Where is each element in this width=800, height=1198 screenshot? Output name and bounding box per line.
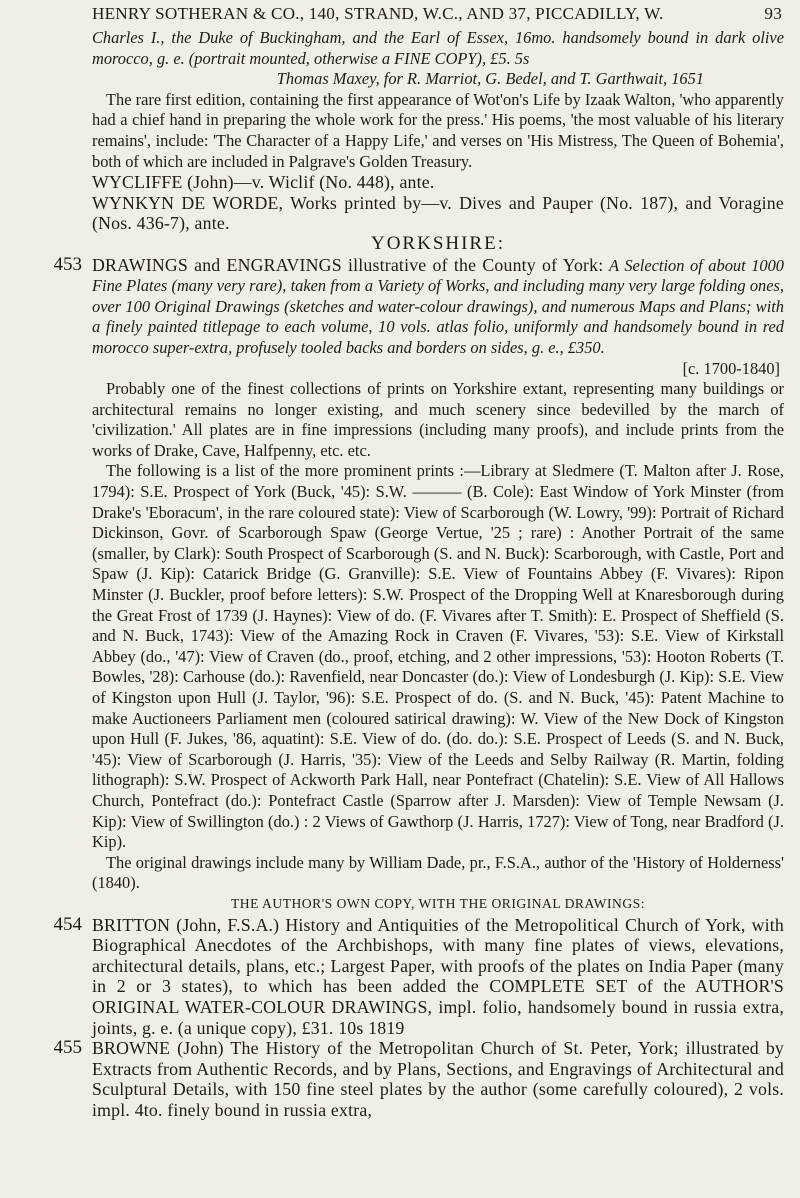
catalogue-body [53, 28, 785, 1120]
carryover-publisher: Thomas Maxey, for R. Marriot, G. Bedel, and T. Garthwait, 1651 [276, 69, 704, 89]
entry-note-1: Probably one of the finest collections of prints on Yorkshire extant, representing many buildings or architectural remains no longer existing, and much scenery since bedevilled by the march of 'civilization.' All plates are in fine impressions (including many proofs), and include prints from the works of Drake, Cave, Halfpenny, etc. etc. [92, 379, 784, 460]
entry-description: A Selection of about 1000 Fine Plates (many very rare), taken from a Variety of Works, and including many very large folding ones, over 100 Original Drawings (sketches and water-colour drawings), and numerous Maps and Plans; with a finely painted titlepage to each volume, 10 vols. atlas folio, uniformly and handsomely bound in red morocco super-extra, profusely tooled backs and borders on sides, g. e., £350. [92, 255, 785, 357]
entry-text: BROWNE (John) The History of the Metropolitan Church of St. Peter, York; illustrated by Extracts from Authentic Records, and by Plans, Sections, and Engravings of Architectural and Sculptural Details, with 150 fine steel plates by the author (some carefully coloured), 2 vols. impl. 4to. finely bound in russia extra, [92, 1038, 784, 1120]
entry-note-2: The following is a list of the more prominent prints :—Library at Sledmere (T. Malton after J. Rose, 1794): S.E. Prospect of York (Buck, '45): S.W. ——— (B. Cole): East Window of York Minster (from Drake's 'Eboracum', in the rare coloured state): View of Scarborough (W. Lowry, '99): Portrait of Richard Dickinson, Govr. of Scarborough Spaw (George Vertue, '25 ; rare) : Another Portrait of the same (smaller, by Clark): South Prospect of Scarborough (S. and N. Buck): Scarborough, with Castle, Port and Spaw (J. Kip): Catarick Bridge (G. Granville): S.E. View of Fountains Abbey (F. Vivares): Ripon Minster (J. Buckler, proof before letters): S.W. Prospect of the Dropping Well at Knaresborough during the Great Frost of 1739 (J. Haynes): View of do. (F. Vivares after T. Smith): E. Prospect of Sheffield (S. and N. Buck, 1743): View of the Amazing Rock in Craven (F. Vivares, '53): S.E. View of Kirkstall Abbey (do., '47): View of Craven (do., proof, etching, and 2 other impressions, '53): Hooton Roberts (T. Bowles, '28): Carhouse (do.): Ravenfield, near Doncaster (do.): View of Londesburgh (J. Kip): S.E. View of Kingston upon Hull (J. Taylor, '96): S.E. Prospect of do. (S. and N. Buck, '45): Patent Machine to make Auctioneers Parliament men (coloured satirical drawing): W. View of the New Dock of Kingston upon Hull (F. Jukes, '86, aquatint): S.E. View of do. (do. do.): S.E. Prospect of Leeds (S. and N. Buck, '45): View of Scarborough (J. Harris, '35): View of the Leeds and Selby Railway (R. Martin, folding lithograph): S.W. Prospect of Ackworth Park Hall, near Pontefract (Chatelin): S.E. View of All Hallows Church, Pontefract (do.): Pontefract Castle (Sparrow after J. Marsden): View of Temple Newsam (J. Kip): View of Swillington (do.) : 2 Views of Gawthorp (J. Harris, 1727): View of Tong, near Bradford (J. Kip). [92, 461, 784, 852]
entry-text: BRITTON (John, F.S.A.) History and Antiquities of the Metropolitical Church of York, with Biographical Anecdotes of the Archbishops, with many fine plates of views, elevations, architectural details, plans, etc.; Largest Paper, with proofs of the plates on India Paper (many in 2 or 3 states), to which has been added the COMPLETE SET of the AUTHOR'S ORIGINAL WATER-COLOUR DRAWINGS, impl. folio, handsomely bound in russia extra, joints, g. e. (a unique copy), £31. 10s 1819 [92, 914, 784, 1038]
cross-ref-wycliffe: WYCLIFFE (John)—v. Wiclif (No. 448), ante. [92, 172, 435, 193]
lot-number: 453 [53, 253, 82, 275]
page-number: 93 [764, 4, 782, 23]
cross-ref-wynkyn: WYNKYN DE WORDE, Works printed by—v. Dives and Pauper (No. 187), and Voragine (Nos. 436-7), ante. [92, 192, 784, 234]
entry-title: DRAWINGS and ENGRAVINGS illustrative of the County of York: [92, 254, 604, 275]
entry-date: [c. 1700-1840] [682, 358, 780, 378]
entry-454 [53, 913, 784, 1039]
lot-number: 454 [53, 913, 82, 935]
carryover-title: Charles I., the Duke of Buckingham, and the Earl of Essex, 16mo. handsomely bound in dark olive morocco, g. e. (portrait mounted, otherwise a FINE COPY), £5. 5s [92, 28, 784, 68]
subheading-authors-copy: THE AUTHOR'S OWN COPY, WITH THE ORIGINAL DRAWINGS: [230, 895, 646, 911]
entry-note-3: The original drawings include many by William Dade, pr., F.S.A., author of the 'History of Holderness' (1840). [92, 852, 784, 893]
running-head-text: HENRY SOTHERAN & CO., 140, STRAND, W.C., AND 37, PICCADILLY, W. [92, 4, 664, 23]
section-heading: YORKSHIRE: [370, 232, 505, 254]
entry-453 [53, 253, 785, 894]
lot-number: 455 [53, 1037, 82, 1059]
carryover-note: The rare first edition, containing the first appearance of Wot'on's Life by Izaak Walton, 'who apparently had a chief hand in preparing the whole work for the press.' His poems, 'the most valuable of his literary remains', include: 'The Character of a Happy Life,' and verses on 'His Mistress, The Queen of Bohemia', both of which are included in Palgrave's Golden Treasury. [92, 89, 784, 171]
running-head [92, 4, 782, 24]
entry-455 [53, 1037, 784, 1120]
